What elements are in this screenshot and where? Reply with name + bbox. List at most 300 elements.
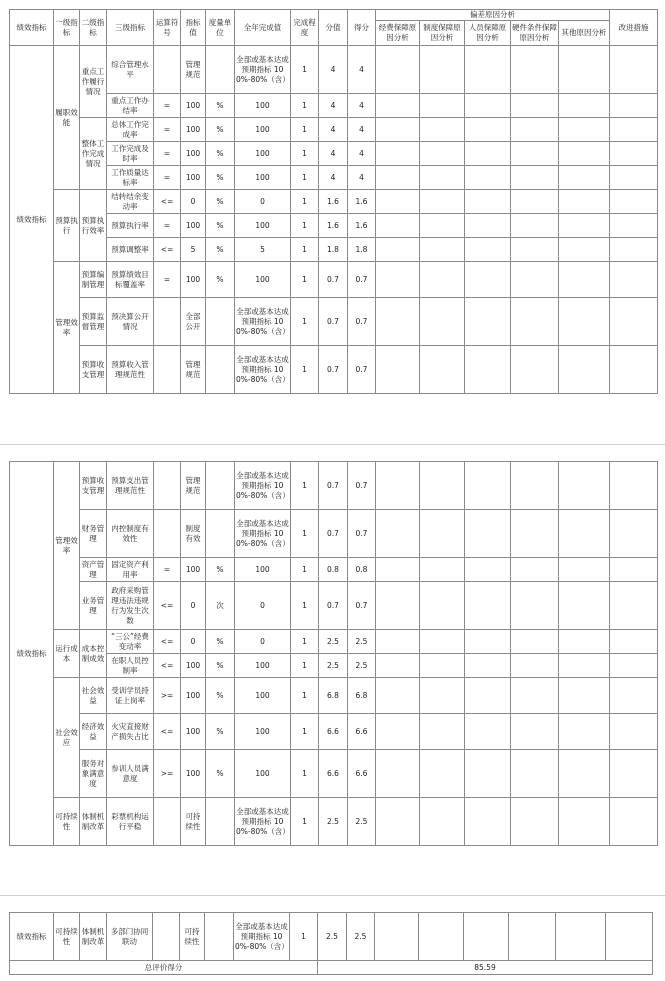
empty-cell	[465, 190, 511, 214]
empty-cell	[559, 510, 610, 558]
level2-indicator: 预算编制管理	[80, 262, 107, 298]
level3-indicator: 在职人员控制率	[107, 654, 154, 678]
col-header: 得分	[348, 10, 376, 46]
level3-indicator: 彩票机构运行平稳	[107, 798, 154, 846]
target-value: 管理规范	[181, 346, 206, 394]
annual-value: 0	[235, 190, 291, 214]
empty-cell	[559, 190, 610, 214]
operator: =	[154, 166, 181, 190]
level3-indicator: 预算支出管理规范性	[107, 462, 154, 510]
empty-cell	[420, 298, 465, 346]
col-header: 三级指标	[107, 10, 154, 46]
level2-indicator: 业务管理	[80, 582, 107, 630]
target-value: 全部公开	[181, 298, 206, 346]
score-weight: 0.7	[319, 346, 348, 394]
empty-cell	[559, 654, 610, 678]
empty-cell	[376, 750, 420, 798]
annual-value: 全部或基本达成预期指标 100%-80%（含）	[235, 46, 291, 94]
level1-indicator: 履职效能	[54, 46, 80, 190]
empty-cell	[465, 94, 511, 118]
col-subheader: 制度保障原因分析	[420, 21, 465, 46]
unit	[206, 510, 235, 558]
level2-indicator: 成本控制成效	[80, 630, 107, 678]
unit: %	[206, 654, 235, 678]
unit: %	[206, 142, 235, 166]
annual-value: 100	[235, 714, 291, 750]
empty-cell	[376, 798, 420, 846]
empty-cell	[610, 118, 658, 142]
col-subheader: 人员保障原因分析	[465, 21, 511, 46]
empty-cell	[420, 166, 465, 190]
score-weight: 6.6	[319, 714, 348, 750]
operator: >=	[154, 678, 181, 714]
page-separator	[0, 444, 665, 445]
empty-cell	[559, 214, 610, 238]
empty-cell	[465, 238, 511, 262]
empty-cell	[420, 238, 465, 262]
col-subheader: 经费保障原因分析	[376, 21, 420, 46]
unit	[206, 462, 235, 510]
score: 1.6	[348, 214, 376, 238]
completion: 1	[291, 630, 319, 654]
empty-cell	[376, 118, 420, 142]
annual-value: 5	[235, 238, 291, 262]
annual-value: 100	[235, 558, 291, 582]
level3-indicator: 内控制度有效性	[107, 510, 154, 558]
score-weight: 2.5	[319, 798, 348, 846]
operator: =	[154, 558, 181, 582]
operator: <=	[154, 190, 181, 214]
operator	[154, 462, 181, 510]
unit	[206, 798, 235, 846]
operator: =	[154, 94, 181, 118]
level3-indicator: 多部门协同联动	[107, 913, 153, 961]
empty-cell	[465, 630, 511, 654]
unit: %	[206, 750, 235, 798]
empty-cell	[559, 346, 610, 394]
score: 0.7	[348, 298, 376, 346]
level3-indicator: 预算执行率	[107, 214, 154, 238]
empty-cell	[511, 346, 559, 394]
empty-cell	[420, 94, 465, 118]
empty-cell	[420, 118, 465, 142]
score: 2.5	[347, 913, 375, 961]
empty-cell	[559, 94, 610, 118]
empty-cell	[376, 630, 420, 654]
annual-value: 全部或基本达成预期指标 100%-80%（含）	[235, 510, 291, 558]
empty-cell	[511, 462, 559, 510]
level3-indicator: 预决算公开情况	[107, 298, 154, 346]
operator: <=	[154, 714, 181, 750]
empty-cell	[606, 913, 653, 961]
level1-indicator: 管理效率	[54, 262, 80, 394]
completion: 1	[291, 262, 319, 298]
operator	[153, 913, 180, 961]
empty-cell	[610, 262, 658, 298]
completion: 1	[291, 714, 319, 750]
score-weight: 0.7	[319, 262, 348, 298]
root-indicator: 绩效指标	[10, 462, 54, 846]
empty-cell	[610, 346, 658, 394]
unit: %	[206, 238, 235, 262]
empty-cell	[511, 582, 559, 630]
level3-indicator: 总体工作完成率	[107, 118, 154, 142]
operator	[154, 798, 181, 846]
col-subheader: 其他原因分析	[559, 21, 610, 46]
empty-cell	[511, 630, 559, 654]
empty-cell	[376, 654, 420, 678]
empty-cell	[511, 214, 559, 238]
target-value: 100	[181, 558, 206, 582]
target-value: 100	[181, 166, 206, 190]
score: 1.6	[348, 190, 376, 214]
unit: %	[206, 166, 235, 190]
empty-cell	[511, 558, 559, 582]
empty-cell	[610, 750, 658, 798]
empty-cell	[511, 798, 559, 846]
level3-indicator: 结转结余变动率	[107, 190, 154, 214]
score: 0.7	[348, 462, 376, 510]
empty-cell	[559, 298, 610, 346]
level2-indicator: 预算收支管理	[80, 346, 107, 394]
empty-cell	[465, 714, 511, 750]
empty-cell	[376, 714, 420, 750]
score: 1.8	[348, 238, 376, 262]
annual-value: 100	[235, 750, 291, 798]
empty-cell	[376, 214, 420, 238]
score-weight: 4	[319, 94, 348, 118]
total-score-value: 85.59	[318, 961, 653, 975]
score: 4	[348, 142, 376, 166]
target-value: 5	[181, 238, 206, 262]
empty-cell	[376, 678, 420, 714]
operator	[154, 510, 181, 558]
level3-indicator: 受训学员持证上岗率	[107, 678, 154, 714]
score-weight: 6.8	[319, 678, 348, 714]
unit: %	[206, 118, 235, 142]
empty-cell	[465, 678, 511, 714]
col-header: 分值	[319, 10, 348, 46]
score-weight: 1.8	[319, 238, 348, 262]
empty-cell	[610, 798, 658, 846]
score: 0.8	[348, 558, 376, 582]
empty-cell	[376, 346, 420, 394]
score-weight: 1.6	[319, 190, 348, 214]
completion: 1	[291, 118, 319, 142]
level1-indicator: 可持续性	[54, 798, 80, 846]
empty-cell	[556, 913, 606, 961]
empty-cell	[610, 298, 658, 346]
level3-indicator: 政府采购管理违法违规行为发生次数	[107, 582, 154, 630]
empty-cell	[511, 298, 559, 346]
level1-indicator: 管理效率	[54, 462, 80, 630]
empty-cell	[465, 558, 511, 582]
target-value: 100	[181, 118, 206, 142]
empty-cell	[511, 654, 559, 678]
col-header: 度量单位	[206, 10, 235, 46]
score-weight: 6.6	[319, 750, 348, 798]
level1-indicator: 预算执行	[54, 190, 80, 262]
empty-cell	[465, 750, 511, 798]
empty-cell	[610, 558, 658, 582]
empty-cell	[610, 214, 658, 238]
annual-value: 全部或基本达成预期指标 100%-80%（含）	[235, 346, 291, 394]
level3-indicator: 预算调整率	[107, 238, 154, 262]
empty-cell	[376, 142, 420, 166]
level3-indicator: 参训人员满意度	[107, 750, 154, 798]
level2-indicator: 体制机制改革	[80, 798, 107, 846]
operator	[154, 346, 181, 394]
empty-cell	[559, 714, 610, 750]
completion: 1	[291, 750, 319, 798]
empty-cell	[376, 166, 420, 190]
col-header: 完成程度	[291, 10, 319, 46]
level2-indicator: 社会效益	[80, 678, 107, 714]
col-subheader: 硬件条件保障原因分析	[511, 21, 559, 46]
empty-cell	[610, 142, 658, 166]
score-weight: 2.5	[318, 913, 347, 961]
annual-value: 全部或基本达成预期指标 100%-80%（含）	[234, 913, 290, 961]
empty-cell	[465, 262, 511, 298]
empty-cell	[559, 558, 610, 582]
empty-cell	[559, 798, 610, 846]
empty-cell	[509, 913, 556, 961]
completion: 1	[291, 582, 319, 630]
col-header: 改进措施	[610, 10, 658, 46]
empty-cell	[610, 582, 658, 630]
empty-cell	[420, 462, 465, 510]
operator: <=	[154, 582, 181, 630]
empty-cell	[559, 582, 610, 630]
score: 0.7	[348, 510, 376, 558]
annual-value: 100	[235, 118, 291, 142]
operator: <=	[154, 630, 181, 654]
completion: 1	[291, 94, 319, 118]
completion: 1	[291, 46, 319, 94]
completion: 1	[291, 214, 319, 238]
annual-value: 0	[235, 630, 291, 654]
empty-cell	[610, 714, 658, 750]
score: 6.6	[348, 714, 376, 750]
empty-cell	[420, 558, 465, 582]
level3-indicator: 工作完成及时率	[107, 142, 154, 166]
col-header: 一级指标	[54, 10, 80, 46]
empty-cell	[511, 714, 559, 750]
score: 0.7	[348, 582, 376, 630]
completion: 1	[291, 238, 319, 262]
empty-cell	[465, 798, 511, 846]
operator: >=	[154, 750, 181, 798]
unit: %	[206, 714, 235, 750]
level2-indicator: 预算执行效率	[80, 190, 107, 262]
unit: %	[206, 678, 235, 714]
empty-cell	[420, 582, 465, 630]
empty-cell	[376, 46, 420, 94]
operator: =	[154, 142, 181, 166]
empty-cell	[376, 582, 420, 630]
level2-indicator: 预算监督管理	[80, 298, 107, 346]
empty-cell	[420, 46, 465, 94]
empty-cell	[420, 510, 465, 558]
empty-cell	[465, 510, 511, 558]
root-indicator: 绩效指标	[10, 913, 54, 961]
completion: 1	[291, 654, 319, 678]
empty-cell	[559, 262, 610, 298]
score-weight: 0.7	[319, 298, 348, 346]
unit	[206, 46, 235, 94]
target-value: 100	[181, 94, 206, 118]
empty-cell	[464, 913, 509, 961]
score-weight: 0.8	[319, 558, 348, 582]
unit: %	[206, 190, 235, 214]
annual-value: 全部或基本达成预期指标 100%-80%（含）	[235, 298, 291, 346]
score: 4	[348, 166, 376, 190]
annual-value: 100	[235, 94, 291, 118]
target-value: 100	[181, 654, 206, 678]
level2-indicator: 重点工作履行情况	[80, 46, 107, 118]
completion: 1	[291, 142, 319, 166]
level2-indicator: 资产管理	[80, 558, 107, 582]
empty-cell	[559, 630, 610, 654]
empty-cell	[465, 166, 511, 190]
level3-indicator: 工作质量达标率	[107, 166, 154, 190]
target-value: 可持续性	[181, 798, 206, 846]
score-weight: 2.5	[319, 630, 348, 654]
empty-cell	[610, 510, 658, 558]
empty-cell	[610, 238, 658, 262]
empty-cell	[376, 262, 420, 298]
empty-cell	[376, 238, 420, 262]
operator: <=	[154, 654, 181, 678]
level1-indicator: 可持续性	[54, 913, 80, 961]
score: 6.6	[348, 750, 376, 798]
empty-cell	[420, 346, 465, 394]
empty-cell	[420, 750, 465, 798]
completion: 1	[291, 298, 319, 346]
empty-cell	[465, 654, 511, 678]
empty-cell	[559, 678, 610, 714]
empty-cell	[511, 678, 559, 714]
completion: 1	[291, 510, 319, 558]
target-value: 100	[181, 142, 206, 166]
col-header: 二级指标	[80, 10, 107, 46]
empty-cell	[559, 46, 610, 94]
target-value: 100	[181, 714, 206, 750]
score: 2.5	[348, 798, 376, 846]
level3-indicator: “三公”经费变动率	[107, 630, 154, 654]
empty-cell	[610, 678, 658, 714]
empty-cell	[511, 510, 559, 558]
col-header: 指标值	[181, 10, 206, 46]
completion: 1	[291, 346, 319, 394]
level2-indicator: 财务管理	[80, 510, 107, 558]
empty-cell	[419, 913, 464, 961]
level3-indicator: 预算收入管理规范性	[107, 346, 154, 394]
empty-cell	[559, 142, 610, 166]
unit: 次	[206, 582, 235, 630]
annual-value: 100	[235, 166, 291, 190]
annual-value: 全部或基本达成预期指标 100%-80%（含）	[235, 462, 291, 510]
level3-indicator: 重点工作办结率	[107, 94, 154, 118]
score-weight: 0.7	[319, 510, 348, 558]
empty-cell	[610, 94, 658, 118]
empty-cell	[420, 214, 465, 238]
target-value: 可持续性	[180, 913, 205, 961]
annual-value: 100	[235, 214, 291, 238]
score-weight: 0.7	[319, 582, 348, 630]
level2-indicator: 体制机制改革	[80, 913, 107, 961]
col-header: 绩效指标	[10, 10, 54, 46]
target-value: 0	[181, 630, 206, 654]
empty-cell	[465, 214, 511, 238]
empty-cell	[420, 142, 465, 166]
unit	[206, 298, 235, 346]
annual-value: 100	[235, 654, 291, 678]
page-separator	[0, 895, 665, 896]
empty-cell	[511, 46, 559, 94]
target-value: 100	[181, 262, 206, 298]
empty-cell	[420, 630, 465, 654]
completion: 1	[291, 558, 319, 582]
empty-cell	[465, 46, 511, 94]
empty-cell	[465, 346, 511, 394]
operator: <=	[154, 238, 181, 262]
level3-indicator: 火灾直接财产损失占比	[107, 714, 154, 750]
empty-cell	[420, 798, 465, 846]
empty-cell	[511, 750, 559, 798]
performance-table-page-1	[9, 9, 658, 394]
target-value: 管理规范	[181, 46, 206, 94]
score-weight: 4	[319, 142, 348, 166]
operator	[154, 298, 181, 346]
level2-indicator: 预算收支管理	[80, 462, 107, 510]
empty-cell	[610, 190, 658, 214]
root-indicator: 绩效指标	[10, 46, 54, 394]
empty-cell	[420, 678, 465, 714]
annual-value: 100	[235, 678, 291, 714]
level2-indicator: 经济效益	[80, 714, 107, 750]
empty-cell	[420, 262, 465, 298]
empty-cell	[420, 654, 465, 678]
level1-indicator: 社会效应	[54, 678, 80, 798]
empty-cell	[559, 118, 610, 142]
target-value: 100	[181, 678, 206, 714]
score: 0.7	[348, 262, 376, 298]
unit: %	[206, 262, 235, 298]
unit: %	[206, 630, 235, 654]
operator: =	[154, 262, 181, 298]
empty-cell	[610, 654, 658, 678]
score: 2.5	[348, 630, 376, 654]
empty-cell	[559, 166, 610, 190]
empty-cell	[559, 750, 610, 798]
level3-indicator: 综合管理水平	[107, 46, 154, 94]
empty-cell	[610, 166, 658, 190]
empty-cell	[511, 262, 559, 298]
empty-cell	[511, 190, 559, 214]
target-value: 制度有效	[181, 510, 206, 558]
empty-cell	[511, 118, 559, 142]
score: 4	[348, 46, 376, 94]
level2-indicator: 整体工作完成情况	[80, 118, 107, 190]
empty-cell	[420, 714, 465, 750]
empty-cell	[465, 582, 511, 630]
annual-value: 100	[235, 142, 291, 166]
annual-value: 0	[235, 582, 291, 630]
empty-cell	[465, 142, 511, 166]
performance-table-page-3	[9, 912, 653, 975]
empty-cell	[559, 462, 610, 510]
